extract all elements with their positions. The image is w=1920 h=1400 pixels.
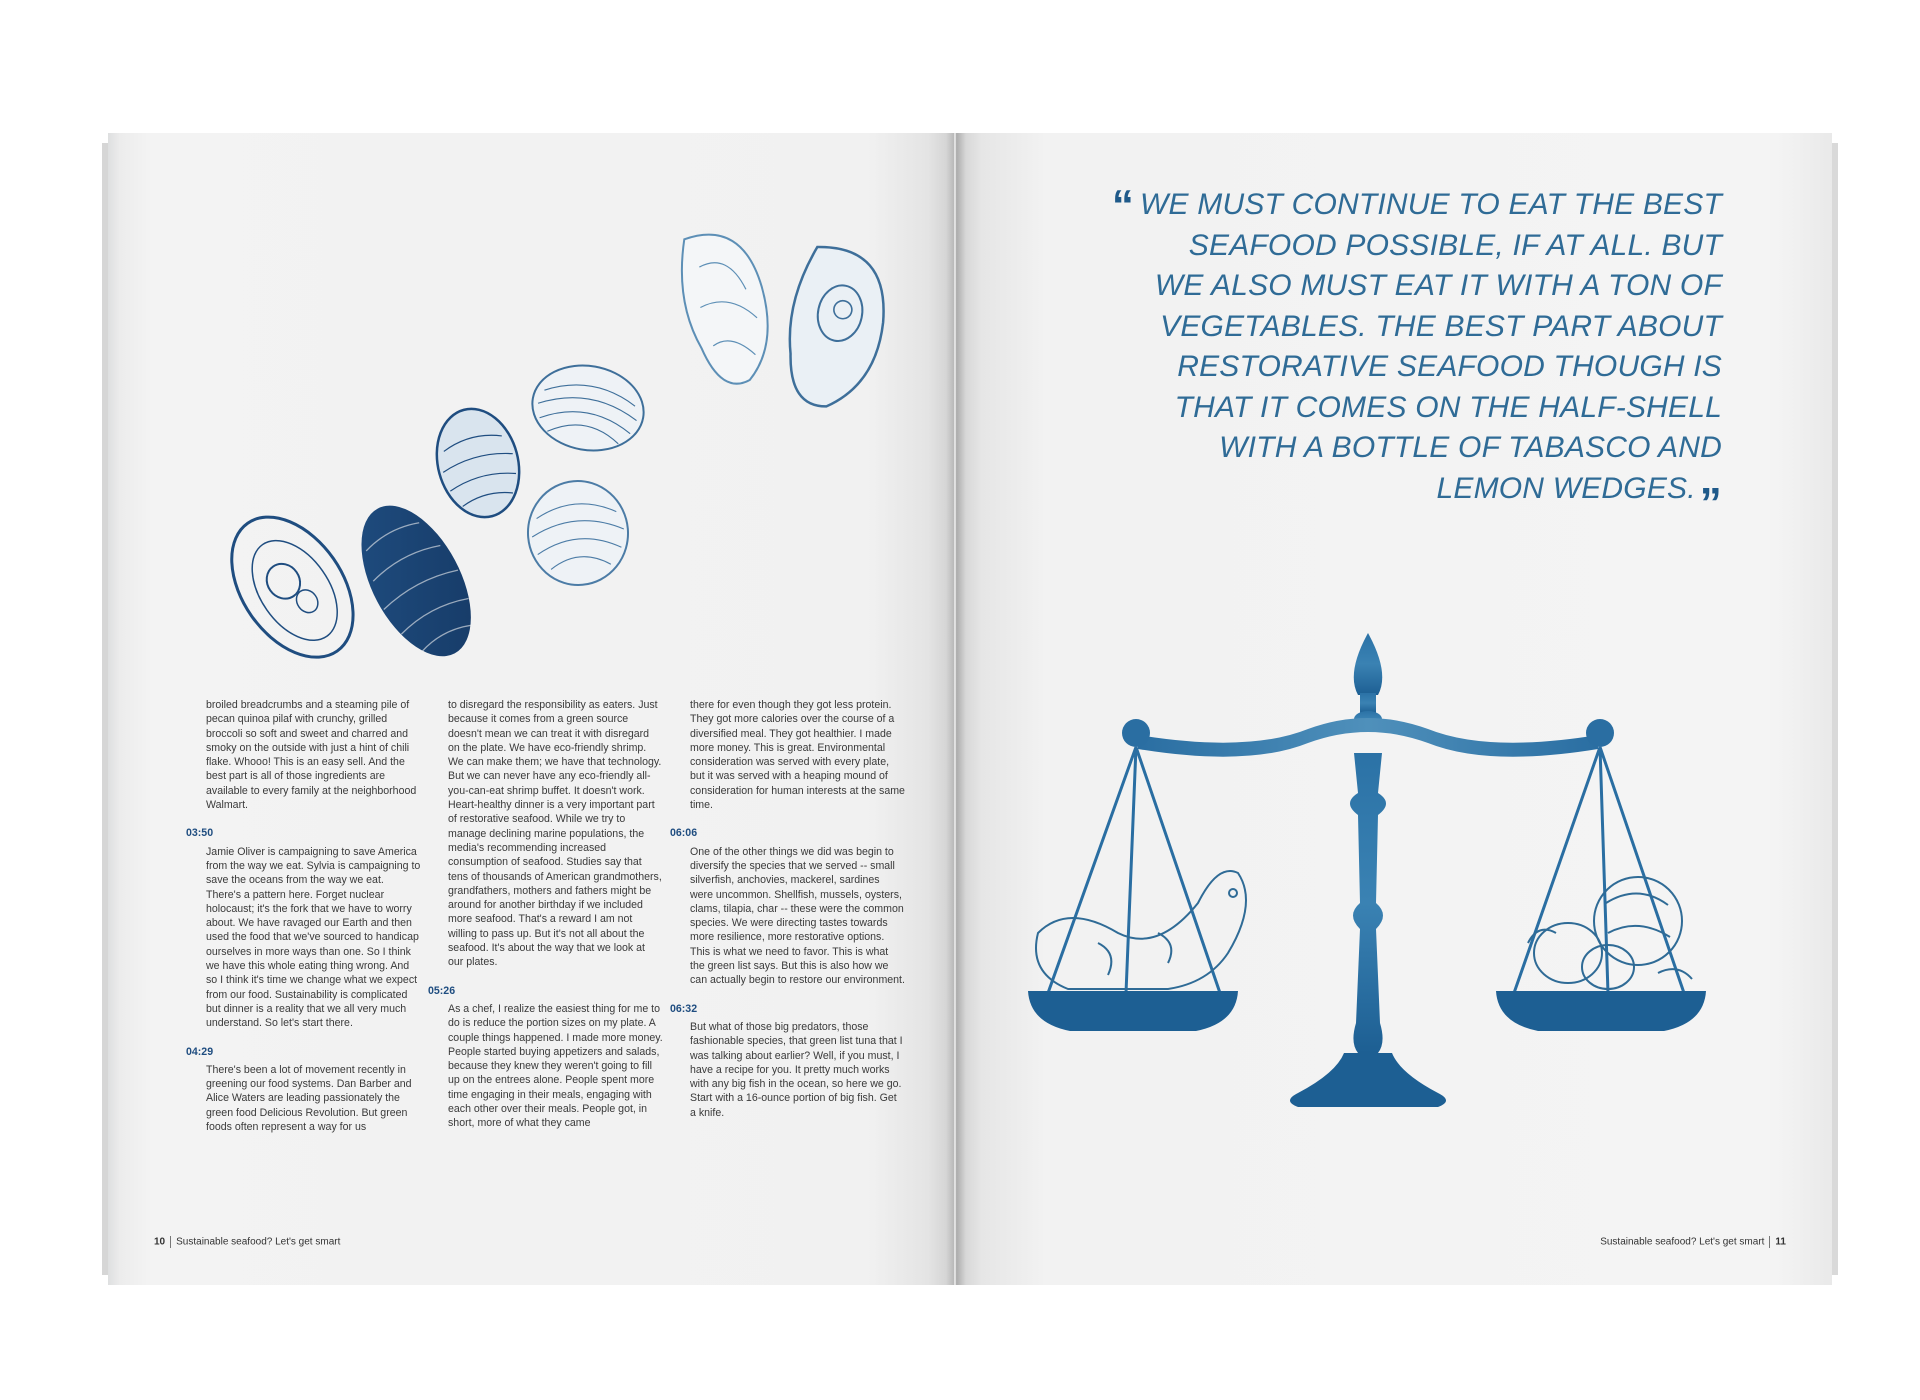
oyster-icon xyxy=(674,226,779,390)
text-column-2 xyxy=(428,698,663,1145)
folio-divider xyxy=(170,1236,171,1248)
folio-right xyxy=(1600,1236,1786,1248)
quote-line: WE ALSO MUST EAT IT WITH A TON OF xyxy=(1154,269,1722,302)
mussel-icon xyxy=(207,495,378,680)
right-page xyxy=(956,133,1832,1285)
spine-gutter xyxy=(946,133,966,1285)
timestamp: 06:06 xyxy=(670,827,698,840)
quote-line: LEMON WEDGES. xyxy=(1436,471,1696,505)
paragraph: There's been a lot of movement recently in greening our food systems. Dan Barber and Alice Waters are leading passionately the green food Delicious Revolution. But green foods often represent a way for us xyxy=(206,1063,412,1134)
open-quote-mark: “ xyxy=(1111,181,1135,230)
page-number: 10 xyxy=(154,1236,166,1248)
paragraph: One of the other things we did was begin to diversify the species that we served -- small silverfish, anchovies, mackerel, sardines were uncommon. Shellfish, mussels, oysters, clams, tilapia, char -- these were the common species. We were directing tastes towards more resilience, more restorative options. This is what we need to favor. This is what the green list says. But this is also how we can actually begin to restore our environment. xyxy=(690,845,905,987)
paragraph: broiled breadcrumbs and a steaming pile of pecan quinoa pilaf with crunchy, grilled broccoli so soft and sweet and charred and smoky on the outside with just a hint of chili flake. Whooo! This is an easy sell. And the best part is all of those ingredients are available to every family at the neighborhood Walmart. xyxy=(206,699,417,812)
balance-scale-icon xyxy=(1008,603,1728,1163)
paragraph: there for even though they got less protein. They got more calories over the course of a diversified meal. They got healthier. I made more money. This is great. Environmental consideration was served with every plate, but it was served with a heaping mound of consideration for human interests at the same time. xyxy=(690,699,905,812)
timestamp: 06:32 xyxy=(670,1002,698,1015)
left-page xyxy=(108,133,954,1285)
quote-line: WE MUST CONTINUE TO EAT THE BEST xyxy=(1140,188,1722,221)
clam-icon xyxy=(526,357,651,459)
close-quote-mark: ” xyxy=(1699,478,1722,528)
fish-icon xyxy=(1036,871,1246,989)
quote-line: RESTORATIVE SEAFOOD THOUGH IS xyxy=(1177,350,1722,383)
page-number: 11 xyxy=(1775,1236,1786,1248)
folio-left xyxy=(154,1236,340,1248)
quote-line: SEAFOOD POSSIBLE, IF AT ALL. BUT xyxy=(1188,228,1722,262)
mussel-icon xyxy=(339,488,494,674)
timestamp: 04:29 xyxy=(186,1045,214,1058)
quote-line: WITH A BOTTLE OF TABASCO AND xyxy=(1219,431,1722,464)
paragraph: Jamie Oliver is campaigning to save America from the way we eat. Sylvia is campaigning to save the oceans from the way we eat. There's a pattern here. Forget nuclear holocaust; it's the fork that we have to worry about. We have ravaged our Earth and then used the food that we've sourced to handicap ourselves in more ways than one. So I think we have this whole eating thing wrong. And so I think it's time we change what we expect from our food. Sustainability is complicated but dinner is a reality that we all very much understand. So let's start there. xyxy=(206,845,421,1030)
text-column-1 xyxy=(186,698,421,1148)
clam-icon xyxy=(524,477,633,589)
running-title: Sustainable seafood? Let's get smart xyxy=(1600,1236,1765,1248)
quote-line: VEGETABLES. THE BEST PART ABOUT xyxy=(1160,309,1722,343)
oyster-icon xyxy=(774,242,897,415)
clam-icon xyxy=(425,400,531,527)
paragraph: to disregard the responsibility as eaters. Just because it comes from a green source doesn't mean we can treat it with disregard on the plate. We have eco-friendly shrimp. We can make them; we have that technology. But we can never have any eco-friendly all-you-can-eat shrimp buffet. It doesn't work. Heart-healthy dinner is a very important part of restorative seafood. While we try to manage declining marine populations, the media's recommending increased consumption of seafood. Studies say that tens of thousands of American grandmothers, grandfathers, mothers and fathers might be around for another birthday if we included more seafood. That's a reward I am not willing to pass up. But it's not all about the seafood. It's about the way that we look at our plates. xyxy=(448,699,662,969)
pull-quote xyxy=(1102,181,1722,528)
folio-divider xyxy=(1769,1236,1770,1248)
running-title: Sustainable seafood? Let's get smart xyxy=(176,1236,341,1248)
timestamp: 05:26 xyxy=(428,984,456,997)
quote-line: THAT IT COMES ON THE HALF-SHELL xyxy=(1174,390,1722,424)
timestamp: 03:50 xyxy=(186,827,214,840)
text-column-3 xyxy=(670,698,905,1134)
paragraph: As a chef, I realize the easiest thing for me to do is reduce the portion sizes on my plate. A couple things happened. I made more money. People started buying appetizers and salads, because they knew they weren't going to fill up on the entrees alone. People spent more time engaging in their meals, engaging with each other over their meals. People got, in short, more of what they came xyxy=(448,1002,663,1130)
vegetables-icon xyxy=(1528,877,1692,989)
paragraph: But what of those big predators, those fashionable species, that green list tuna that I was talking about earlier? Well, if you must, I have a recipe for you. It pretty much works with any big fish in the ocean, so here we go. Start with a 16-ounce portion of big fish. Get a knife. xyxy=(690,1020,903,1119)
magazine-spread xyxy=(108,133,1832,1285)
